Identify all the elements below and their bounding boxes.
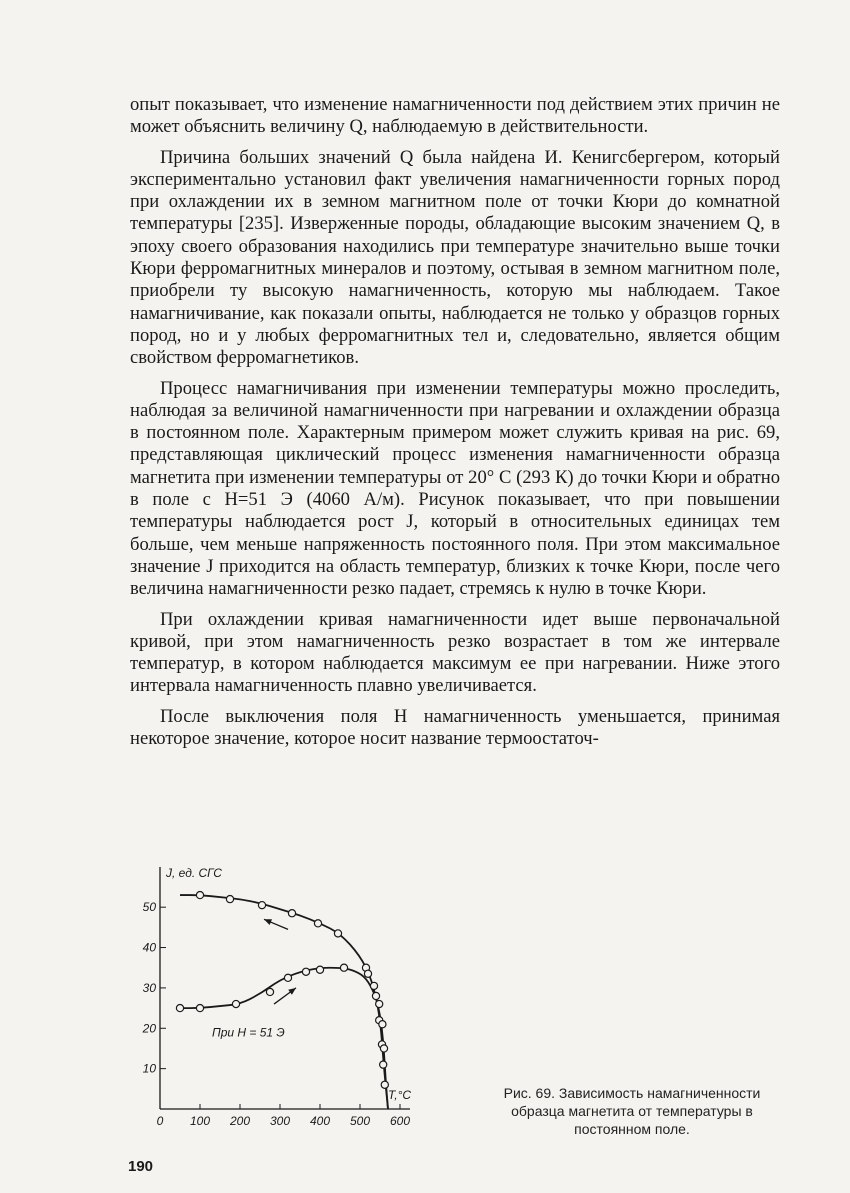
figure-69 (120, 855, 420, 1135)
x-tick-label: 100 (189, 1114, 211, 1128)
data-marker (284, 974, 291, 981)
x-tick-label: 400 (309, 1114, 331, 1128)
page-number: 190 (128, 1158, 154, 1175)
y-tick-label: 30 (142, 980, 156, 995)
data-marker (364, 970, 371, 977)
y-tick-label: 40 (142, 940, 156, 955)
data-marker (372, 992, 379, 999)
data-marker (302, 968, 309, 975)
field-annotation: При H = 51 Э (212, 1025, 285, 1040)
data-marker (334, 930, 341, 937)
y-axis-label: J, ед. СГС (166, 866, 222, 880)
data-marker (288, 910, 295, 917)
x-axis-label: T,°C (388, 1088, 412, 1102)
data-marker (380, 1061, 387, 1068)
data-marker (379, 1021, 386, 1028)
x-tick-label: 200 (229, 1114, 251, 1128)
body-text (130, 94, 780, 750)
paragraph-5: После выключения поля H намагниченность уменьшается, принимая некоторое значение, которое носит название термоостаточ- (130, 705, 780, 750)
x-tick-label: 0 (156, 1114, 164, 1128)
data-marker (196, 1004, 203, 1011)
data-marker (314, 920, 321, 927)
paragraph-1: опыт показывает, что изменение намагниченности под действием этих причин не может объяснить величину Q, наблюдаемую в действительности. (130, 94, 780, 138)
arrow-right-head (288, 988, 296, 995)
data-marker (316, 966, 323, 973)
y-tick-label: 10 (142, 1061, 156, 1076)
data-marker (340, 964, 347, 971)
paragraph-2: Причина больших значений Q была найдена И. Кенигсбергером, который экспериментально установил факт увеличения намагниченности горных пород при охлаждении их в земном магнитном поле от точки Кюри до комнатной температуры [235]. Изверженные породы, обладающие высоким значением Q, в эпоху своего образования находились при температуре значительно выше точки Кюри ферромагнитных минералов и поэтому, остывая в земном магнитном поле, приобрели ту высокую намагниченность, которую мы наблюдаем. Такое намагничивание, как показали опыты, наблюдается не только у образцов горных пород, но и у любых ферромагнитных тел и, следовательно, является общим свойством ферромагнетиков. (130, 146, 780, 369)
chart-markers (176, 891, 388, 1088)
data-marker (370, 982, 377, 989)
data-marker (176, 1004, 183, 1011)
data-marker (376, 1000, 383, 1007)
chart-axes (142, 867, 411, 1128)
y-tick-label: 50 (142, 900, 156, 915)
data-marker (196, 891, 203, 898)
x-tick-label: 600 (389, 1114, 411, 1128)
data-marker (232, 1000, 239, 1007)
magnetization-chart (120, 855, 420, 1135)
paragraph-4: При охлаждении кривая намагниченности идет выше первоначальной кривой, при этом намагниченность резко возрастает в том же интервале температур, в котором наблюдается максимум ее при нагревании. Ниже этого интервала намагниченность плавно увеличивается. (130, 608, 780, 697)
data-marker (226, 896, 233, 903)
figure-caption: Рис. 69. Зависимость намагниченности образца магнетита от температуры в постоянном поле. (503, 1085, 761, 1137)
data-marker (258, 902, 265, 909)
paragraph-3: Процесс намагничивания при изменении температуры можно проследить, наблюдая за величиной намагниченности при нагревании и охлаждении образца в постоянном поле. Характерным примером может служить кривая на рис. 69, представляющая циклический процесс изменения намагниченности образца магнетита при изменении температуры от 20° С (293 К) до точки Кюри и обратно в поле с H=51 Э (4060 А/м). Рисунок показывает, что при повышении температуры наблюдается рост J, который в относительных единицах тем больше, чем меньше напряженность постоянного поля. При этом максимальное значение J приходится на область температур, близких к точке Кюри, после чего величина намагниченности резко падает, стремясь к нулю в точке Кюри. (130, 377, 780, 600)
data-marker (380, 1045, 387, 1052)
x-tick-label: 500 (349, 1114, 371, 1128)
data-marker (266, 988, 273, 995)
y-tick-label: 20 (142, 1021, 156, 1036)
x-tick-label: 300 (269, 1114, 291, 1128)
